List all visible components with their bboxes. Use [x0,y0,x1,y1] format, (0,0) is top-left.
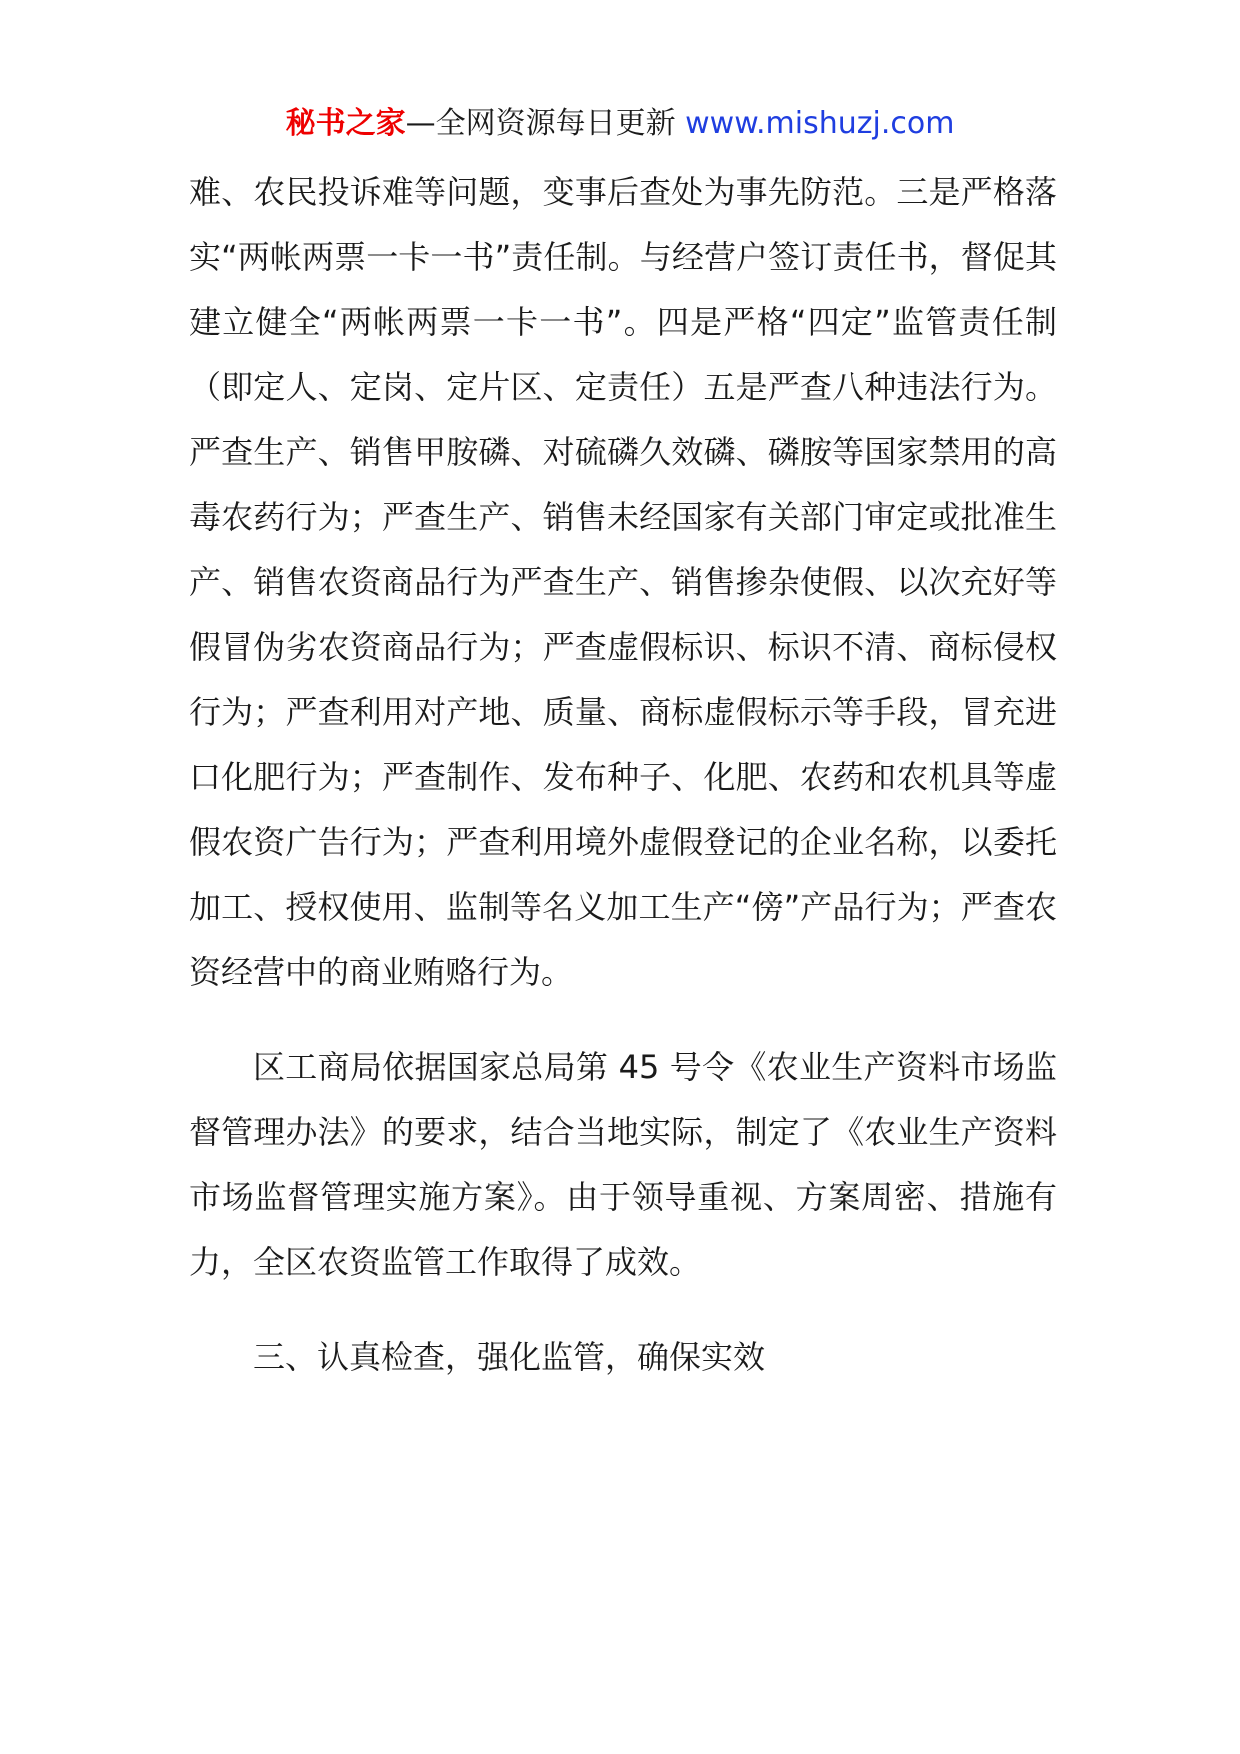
site-url-link[interactable]: www.mishuzj.com [685,106,955,141]
paragraph-spacer [189,1295,1057,1325]
document-body [189,160,1057,1390]
body-paragraph: 区工商局依据国家总局第 45 号令《农业生产资料市场监督管理办法》的要求，结合当地实际，制定了《农业生产资料市场监督管理实施方案》。由于领导重视、方案周密、措施有力，全区农资监管工作取得了成效。 [189,1048,1057,1281]
site-header [0,104,1240,144]
body-paragraph: 难、农民投诉难等问题，变事后查处为事先防范。三是严格落实“两帐两票一卡一书”责任制。与经营户签订责任书，督促其建立健全“两帐两票一卡一书”。四是严格“四定”监管责任制（即定人、定岗、定片区、定责任）五是严查八种违法行为。严查生产、销售甲胺磷、对硫磷久效磷、磷胺等国家禁用的高毒农药行为；严查生产、销售未经国家有关部门审定或批准生产、销售农资商品行为严查生产、销售掺杂使假、以次充好等假冒伪劣农资商品行为；严查虚假标识、标识不清、商标侵权行为；严查利用对产地、质量、商标虚假标示等手段，冒充进口化肥行为；严查制作、发布种子、化肥、农药和农机具等虚假农资广告行为；严查利用境外虚假登记的企业名称，以委托加工、授权使用、监制等名义加工生产“傍”产品行为；严查农资经营中的商业贿赂行为。 [189,173,1057,991]
brand-name: 秘书之家 [285,106,406,141]
paragraph-spacer [189,1005,1057,1035]
header-tagline: —全网资源每日更新 [405,106,676,141]
section-heading: 三、认真检查，强化监管，确保实效 [253,1338,766,1376]
